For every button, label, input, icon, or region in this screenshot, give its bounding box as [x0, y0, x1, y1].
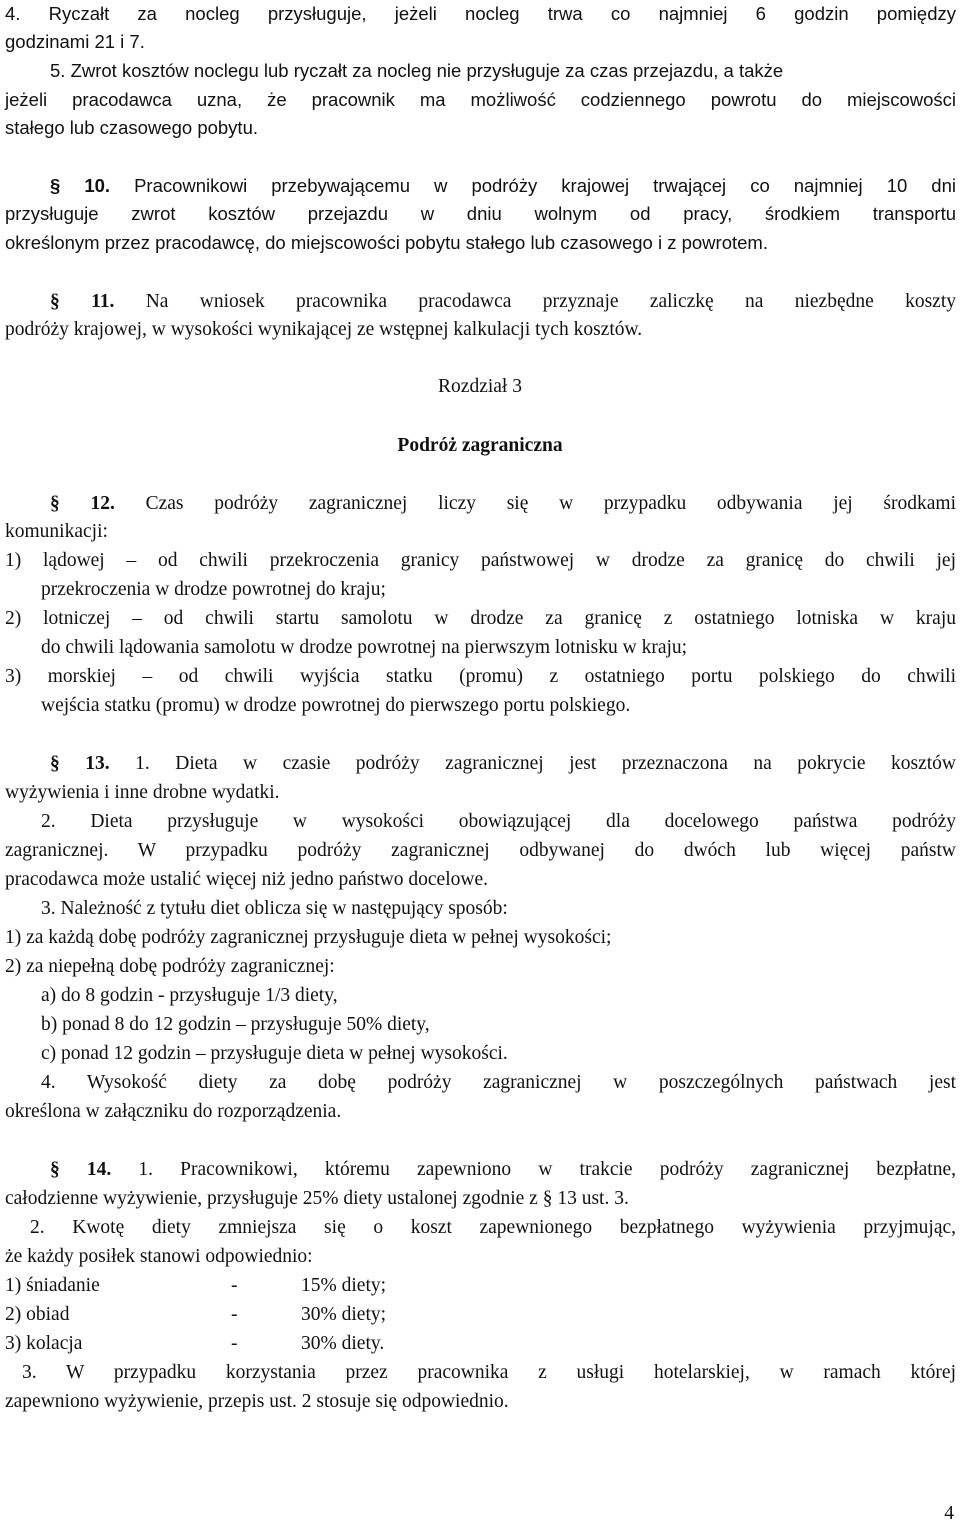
- s14-p2-line2: że każdy posiłek stanowi odpowiednio:: [5, 1246, 313, 1267]
- s10-line2: przysługuje zwrot kosztów przejazdu w dniu wolnym od pracy, środkiem transportu: [5, 203, 956, 224]
- s14-line1: § 14. 1. Pracownikowi, któremu zapewniono w trakcie podróży zagranicznej bezpłatne,: [50, 1159, 956, 1180]
- s13-item-b: b) ponad 8 do 12 godzin – przysługuje 50% diety,: [41, 1014, 430, 1035]
- s13-p2-line2: zagranicznej. W przypadku podróży zagranicznej odbywanej do dwóch lub więcej państw: [5, 840, 956, 861]
- section-number: § 14.: [50, 1159, 112, 1180]
- para4-line1: 4. Ryczałt za nocleg przysługuje, jeżeli nocleg trwa co najmniej 6 godzin pomiędzy: [5, 3, 956, 24]
- s13-item-c: c) ponad 12 godzin – przysługuje dieta w pełnej wysokości.: [41, 1043, 508, 1064]
- s12-item1-line1: 1) lądowej – od chwili przekroczenia granicy państwowej w drodze za granicę do chwili jej: [5, 550, 956, 571]
- meal-name: 1) śniadanie: [5, 1275, 100, 1296]
- meal-percent: 15% diety;: [301, 1275, 387, 1296]
- s12-line1: § 12. Czas podróży zagranicznej liczy się w przypadku odbywania jej środkami: [50, 493, 956, 514]
- s12-item3-line1: 3) morskiej – od chwili wyjścia statku (promu) z ostatniego portu polskiego do chwili: [5, 666, 956, 687]
- s13-item1: 1) za każdą dobę podróży zagranicznej przysługuje dieta w pełnej wysokości;: [5, 927, 612, 948]
- s13-line2: wyżywienia i inne drobne wydatki.: [5, 782, 280, 803]
- section-number: § 13.: [50, 753, 110, 774]
- meal-dash: -: [231, 1333, 238, 1354]
- s13-line1: § 13. 1. Dieta w czasie podróży zagranicznej jest przeznaczona na pokrycie kosztów: [50, 753, 957, 774]
- s13-p4-line2: określona w załączniku do rozporządzenia.: [5, 1101, 342, 1122]
- meal-percent: 30% diety.: [301, 1333, 385, 1354]
- para4-line2: godzinami 21 i 7.: [5, 31, 145, 52]
- para5-line3: stałego lub czasowego pobytu.: [5, 117, 259, 138]
- s11-line1: § 11. Na wniosek pracownika pracodawca przyznaje zaliczkę na niezbędne koszty: [50, 291, 956, 312]
- s12-item1-line2: przekroczenia w drodze powrotnej do kraju;: [41, 579, 386, 600]
- meal-percent: 30% diety;: [301, 1304, 387, 1325]
- s12-item3-line2: wejścia statku (promu) w drodze powrotnej do pierwszego portu polskiego.: [41, 695, 631, 716]
- page-number: 4: [944, 1503, 954, 1524]
- s13-p4-line1: 4. Wysokość diety za dobę podróży zagranicznej w poszczególnych państwach jest: [41, 1072, 956, 1093]
- para5-line1: 5. Zwrot kosztów noclegu lub ryczałt za nocleg nie przysługuje za czas przejazdu, a także: [50, 60, 784, 81]
- section-number: § 11.: [50, 291, 115, 312]
- s13-item-a: a) do 8 godzin - przysługuje 1/3 diety,: [41, 985, 338, 1006]
- chapter-label: Rozdział 3: [438, 376, 522, 397]
- chapter-title: Podróż zagraniczna: [397, 435, 563, 456]
- section-number: § 12.: [50, 493, 115, 514]
- meal-name: 2) obiad: [5, 1304, 70, 1325]
- meal-dash: -: [231, 1304, 238, 1325]
- s10-line3: określonym przez pracodawcę, do miejscowości pobytu stałego lub czasowego i z powrotem.: [5, 232, 768, 253]
- s13-p3: 3. Należność z tytułu diet oblicza się w następujący sposób:: [41, 898, 508, 919]
- s12-item2-line1: 2) lotniczej – od chwili startu samolotu w drodze za granicę z ostatniego lotniska w kraju: [5, 608, 956, 629]
- s12-line2: komunikacji:: [5, 521, 108, 542]
- para5-line2: jeżeli pracodawca uzna, że pracownik ma możliwość codziennego powrotu do miejscowości: [5, 89, 956, 110]
- meal-dash: -: [231, 1275, 238, 1296]
- s11-line2: podróży krajowej, w wysokości wynikającej ze wstępnej kalkulacji tych kosztów.: [5, 319, 643, 340]
- s13-item2: 2) za niepełną dobę podróży zagranicznej:: [5, 956, 335, 977]
- section-number: § 10.: [50, 175, 111, 196]
- s14-p3-line1: 3. W przypadku korzystania przez pracownika z usługi hotelarskiej, w ramach której: [22, 1362, 956, 1383]
- s12-item2-line2: do chwili lądowania samolotu w drodze powrotnej na pierwszym lotnisku w kraju;: [41, 637, 688, 658]
- s13-p2-line1: 2. Dieta przysługuje w wysokości obowiązującej dla docelowego państwa podróży: [41, 811, 956, 832]
- s14-p3-line2: zapewniono wyżywienie, przepis ust. 2 stosuje się odpowiednio.: [5, 1391, 509, 1412]
- s14-p2-line1: 2. Kwotę diety zmniejsza się o koszt zapewnionego bezpłatnego wyżywienia przyjmując,: [30, 1217, 956, 1238]
- s14-line2: całodzienne wyżywienie, przysługuje 25% diety ustalonej zgodnie z § 13 ust. 3.: [5, 1188, 629, 1209]
- s13-p2-line3: pracodawca może ustalić więcej niż jedno państwo docelowe.: [5, 869, 488, 890]
- meal-name: 3) kolacja: [5, 1333, 83, 1354]
- s10-line1: § 10. Pracownikowi przebywającemu w podróży krajowej trwającej co najmniej 10 dni: [50, 175, 956, 196]
